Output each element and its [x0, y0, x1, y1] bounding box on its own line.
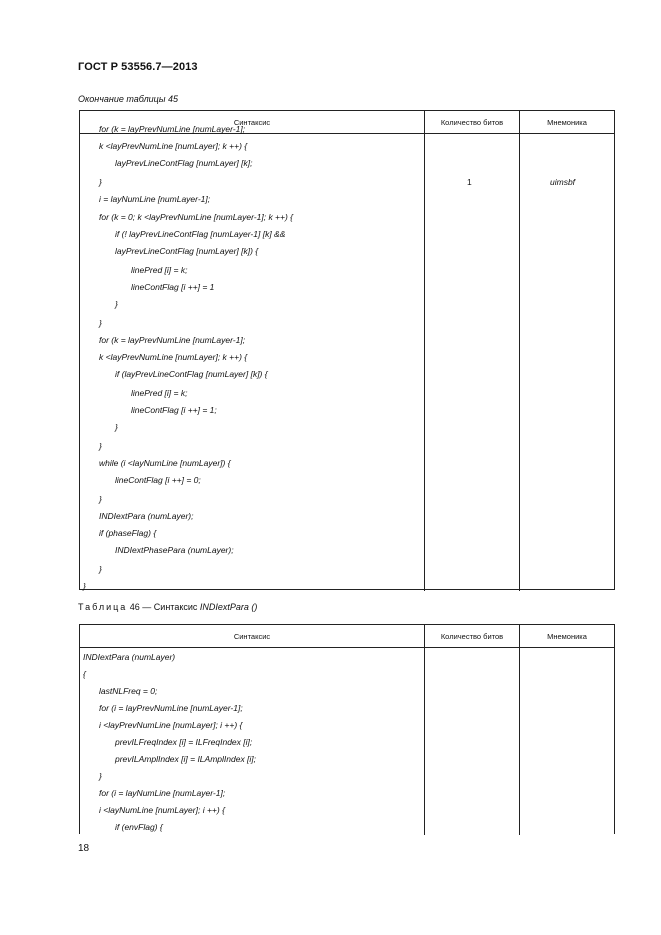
- doc-title: ГОСТ Р 53556.7—2013: [78, 61, 198, 73]
- syntax-line: }: [115, 422, 118, 432]
- syntax-line: for (k = layPrevNumLine [numLayer-1];: [99, 124, 246, 134]
- syntax-line: }: [99, 494, 102, 504]
- page-number: 18: [78, 843, 90, 854]
- mnemonic-value: uimsbf: [550, 177, 576, 187]
- table45-body: [80, 124, 614, 591]
- syntax-line: for (k = 0; k <layPrevNumLine [numLayer-1]; k ++) {: [99, 212, 294, 222]
- table45-caption: Окончание таблицы 45: [78, 94, 178, 104]
- column-divider: [519, 134, 520, 591]
- syntax-line: linePred [i] = k;: [131, 265, 188, 275]
- table45-header-mnemonic: Мнемоника: [519, 111, 614, 133]
- table46-header-syntax: Синтаксис: [233, 631, 271, 641]
- syntax-line: lineContFlag [i ++] = 1: [131, 282, 215, 292]
- table46-header-mnemonic: Мнемоника: [519, 625, 614, 647]
- syntax-line: }: [115, 299, 118, 309]
- table46-body: [80, 648, 614, 835]
- syntax-line: INDIextPara (numLayer): [83, 652, 176, 662]
- syntax-line: prevILFreqIndex [i] = ILFreqIndex [i];: [115, 737, 253, 747]
- syntax-line: while (i <layNumLine [numLayer]) {: [99, 458, 231, 468]
- syntax-line: if (envFlag) {: [115, 822, 163, 832]
- column-divider: [424, 134, 425, 591]
- syntax-line: INDIextPara (numLayer);: [99, 511, 194, 521]
- syntax-line: linePred [i] = k;: [131, 388, 188, 398]
- syntax-line: if (! layPrevLineContFlag [numLayer-1] [k] &&: [115, 229, 286, 239]
- syntax-line: if (layPrevLineContFlag [numLayer] [k]) {: [115, 369, 268, 379]
- syntax-line: layPrevLineContFlag [numLayer] [k]) {: [115, 246, 259, 256]
- column-divider: [519, 648, 520, 835]
- syntax-line: for (i = layNumLine [numLayer-1];: [99, 788, 226, 798]
- syntax-line: if (phaseFlag) {: [99, 528, 157, 538]
- table46-caption-prefix: Таблица: [78, 602, 128, 612]
- column-divider: [424, 648, 425, 835]
- syntax-line: lineContFlag [i ++] = 1;: [131, 405, 217, 415]
- syntax-line: i <layPrevNumLine [numLayer]; i ++) {: [99, 720, 243, 730]
- syntax-line: }: [99, 177, 102, 187]
- syntax-line: for (i = layPrevNumLine [numLayer-1];: [99, 703, 243, 713]
- syntax-line: layPrevLineContFlag [numLayer] [k];: [115, 158, 253, 168]
- table46-caption-number: 46 — Синтаксис: [127, 602, 200, 612]
- table45: [79, 110, 615, 590]
- syntax-line: lineContFlag [i ++] = 0;: [115, 475, 201, 485]
- bits-value: 1: [467, 177, 472, 187]
- table46-header-row: [80, 625, 614, 648]
- syntax-line: {: [83, 669, 86, 679]
- table45-header-bits: Количество битов: [424, 111, 519, 133]
- syntax-line: }: [99, 441, 102, 451]
- syntax-line: }: [99, 564, 102, 574]
- syntax-line: INDIextPhasePara (numLayer);: [115, 545, 234, 555]
- syntax-line: lastNLFreq = 0;: [99, 686, 158, 696]
- syntax-line: for (k = layPrevNumLine [numLayer-1];: [99, 335, 246, 345]
- syntax-line: prevILAmplIndex [i] = ILAmplIndex [i];: [115, 754, 257, 764]
- table46-header-bits: Количество битов: [424, 625, 519, 647]
- syntax-line: }: [99, 771, 102, 781]
- syntax-line: }: [99, 318, 102, 328]
- table46: [79, 624, 615, 834]
- syntax-line: k <layPrevNumLine [numLayer]; k ++) {: [99, 141, 248, 151]
- table45-header-syntax: Синтаксис: [233, 117, 271, 127]
- table46-caption-name: INDIextPara (): [199, 602, 258, 612]
- syntax-line: i <layNumLine [numLayer]; i ++) {: [99, 805, 225, 815]
- table46-caption: [78, 602, 257, 612]
- syntax-line: }: [83, 581, 86, 591]
- syntax-line: i = layNumLine [numLayer-1];: [99, 194, 211, 204]
- syntax-line: k <layPrevNumLine [numLayer]; k ++) {: [99, 352, 248, 362]
